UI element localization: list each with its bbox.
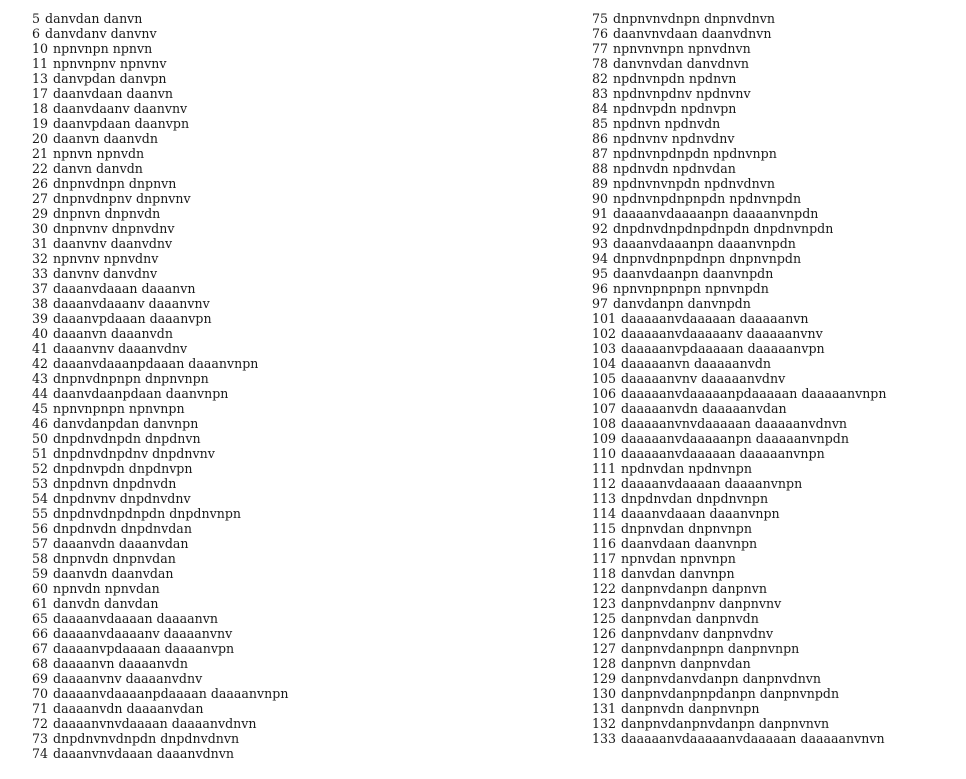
entry-text: npnvn npnvdn bbox=[53, 146, 145, 161]
entry-text: danpnvdanpnv danpnvnv bbox=[621, 596, 782, 611]
entry-text: danvnvdan danvdnvn bbox=[613, 56, 749, 71]
list-item bbox=[592, 176, 886, 191]
list-item bbox=[592, 281, 886, 296]
entry-text: npnvnpnpn npnvnpn bbox=[53, 401, 185, 416]
entry-text: danpnvdanvdanpn danpnvdnvn bbox=[621, 671, 822, 686]
list-item bbox=[32, 131, 288, 146]
entry-number: 56 bbox=[32, 521, 49, 536]
entry-number: 13 bbox=[32, 71, 49, 86]
entry-number: 5 bbox=[32, 11, 41, 26]
list-item bbox=[32, 701, 288, 716]
list-item bbox=[592, 581, 886, 596]
list-item bbox=[592, 266, 886, 281]
right-column bbox=[592, 11, 886, 746]
list-item bbox=[32, 611, 288, 626]
entry-number: 32 bbox=[32, 251, 49, 266]
entry-number: 50 bbox=[32, 431, 49, 446]
list-item bbox=[32, 71, 288, 86]
entry-text: npdnvnpdnpnpdn npdnvnpdn bbox=[613, 191, 802, 206]
list-item bbox=[32, 476, 288, 491]
entry-text: danpnvdanpnpn danpnvnpn bbox=[621, 641, 800, 656]
list-item bbox=[592, 446, 886, 461]
list-item bbox=[592, 386, 886, 401]
entry-text: daaaanvdaaaan daaaanvn bbox=[53, 611, 218, 626]
list-item bbox=[592, 536, 886, 551]
entry-text: danvdanpn danvnpdn bbox=[613, 296, 751, 311]
list-item bbox=[32, 326, 288, 341]
entry-number: 76 bbox=[592, 26, 609, 41]
entry-number: 127 bbox=[592, 641, 617, 656]
entry-number: 106 bbox=[592, 386, 617, 401]
entry-number: 132 bbox=[592, 716, 617, 731]
entry-number: 53 bbox=[32, 476, 49, 491]
entry-number: 122 bbox=[592, 581, 617, 596]
list-item bbox=[592, 686, 886, 701]
entry-text: dnpdnvdn dnpdnvdan bbox=[53, 521, 192, 536]
entry-number: 77 bbox=[592, 41, 609, 56]
entry-number: 89 bbox=[592, 176, 609, 191]
entry-text: npnvdn npnvdan bbox=[53, 581, 160, 596]
entry-number: 33 bbox=[32, 266, 49, 281]
list-item bbox=[592, 311, 886, 326]
entry-number: 94 bbox=[592, 251, 609, 266]
entry-text: danvdan danvnpn bbox=[621, 566, 735, 581]
entry-text: npnvnpnv npnvnv bbox=[53, 56, 167, 71]
list-item bbox=[592, 551, 886, 566]
entry-text: daaanvdn daaanvdan bbox=[53, 536, 189, 551]
entry-text: daanvpdaan daanvpn bbox=[53, 116, 190, 131]
list-item bbox=[592, 641, 886, 656]
entry-text: danvpdan danvpn bbox=[53, 71, 167, 86]
entry-text: dnpdnvdan dnpdnvnpn bbox=[621, 491, 769, 506]
entry-text: danvdan danvn bbox=[45, 11, 143, 26]
entry-number: 38 bbox=[32, 296, 49, 311]
entry-text: dnpnvn dnpnvdn bbox=[53, 206, 161, 221]
entry-number: 128 bbox=[592, 656, 617, 671]
entry-text: npnvnpnpnpn npnvnpdn bbox=[613, 281, 769, 296]
list-item bbox=[32, 41, 288, 56]
entry-text: danvn danvdn bbox=[53, 161, 143, 176]
entry-number: 107 bbox=[592, 401, 617, 416]
entry-text: daaaaanvnvdaaaaan daaaaanvdnvn bbox=[621, 416, 848, 431]
list-item bbox=[32, 566, 288, 581]
entry-number: 116 bbox=[592, 536, 617, 551]
entry-number: 133 bbox=[592, 731, 617, 746]
entry-number: 97 bbox=[592, 296, 609, 311]
list-item bbox=[592, 161, 886, 176]
list-item bbox=[592, 341, 886, 356]
list-item bbox=[592, 296, 886, 311]
entry-number: 58 bbox=[32, 551, 49, 566]
entry-text: daaanvdaaanv daaanvnv bbox=[53, 296, 210, 311]
list-item bbox=[592, 701, 886, 716]
entry-text: danpnvdn danpnvnpn bbox=[621, 701, 760, 716]
entry-number: 20 bbox=[32, 131, 49, 146]
entry-number: 112 bbox=[592, 476, 617, 491]
entry-number: 129 bbox=[592, 671, 617, 686]
list-item bbox=[32, 281, 288, 296]
entry-text: daanvdaanv daanvnv bbox=[53, 101, 188, 116]
list-item bbox=[592, 41, 886, 56]
list-item bbox=[32, 686, 288, 701]
entry-text: npnvnpn npnvn bbox=[53, 41, 153, 56]
entry-text: npnvnv npnvdnv bbox=[53, 251, 159, 266]
entry-text: npdnvnvnpdn npdnvdnvn bbox=[613, 176, 775, 191]
entry-number: 54 bbox=[32, 491, 49, 506]
entry-number: 83 bbox=[592, 86, 609, 101]
entry-number: 69 bbox=[32, 671, 49, 686]
entry-text: daanvn daanvdn bbox=[53, 131, 158, 146]
entry-number: 27 bbox=[32, 191, 49, 206]
entry-text: dnpnvdnpnv dnpnvnv bbox=[53, 191, 191, 206]
entry-number: 102 bbox=[592, 326, 617, 341]
list-item bbox=[32, 596, 288, 611]
entry-number: 40 bbox=[32, 326, 49, 341]
entry-number: 93 bbox=[592, 236, 609, 251]
entry-text: daaanvdaaan daaanvn bbox=[53, 281, 196, 296]
entry-text: daaanvdaaanpn daaanvnpdn bbox=[613, 236, 796, 251]
entry-number: 74 bbox=[32, 746, 49, 761]
entry-number: 131 bbox=[592, 701, 617, 716]
list-item bbox=[592, 611, 886, 626]
list-item bbox=[592, 236, 886, 251]
entry-text: daanvnv daanvdnv bbox=[53, 236, 173, 251]
entry-number: 95 bbox=[592, 266, 609, 281]
list-item bbox=[592, 116, 886, 131]
list-item bbox=[32, 101, 288, 116]
entry-number: 86 bbox=[592, 131, 609, 146]
entry-number: 126 bbox=[592, 626, 617, 641]
list-item bbox=[592, 716, 886, 731]
entry-text: daanvdn daanvdan bbox=[53, 566, 174, 581]
entry-number: 67 bbox=[32, 641, 49, 656]
entry-text: daaaaanvn daaaaanvdn bbox=[621, 356, 771, 371]
entry-number: 22 bbox=[32, 161, 49, 176]
entry-text: dnpdnvdnpdn dnpdnvn bbox=[53, 431, 201, 446]
entry-text: npdnvpdn npdnvpn bbox=[613, 101, 737, 116]
entry-text: daaanvn daaanvdn bbox=[53, 326, 173, 341]
list-item bbox=[32, 716, 288, 731]
entry-number: 30 bbox=[32, 221, 49, 236]
entry-text: danvdn danvdan bbox=[53, 596, 159, 611]
entry-text: daanvdaanpdaan daanvnpn bbox=[53, 386, 229, 401]
entry-number: 85 bbox=[592, 116, 609, 131]
entry-number: 71 bbox=[32, 701, 49, 716]
list-item bbox=[592, 731, 886, 746]
entry-text: daaaanvnv daaaanvdnv bbox=[53, 671, 203, 686]
entry-text: daaaanvdaaaanv daaaanvnv bbox=[53, 626, 233, 641]
list-item bbox=[32, 146, 288, 161]
entry-text: danvdanpdan danvnpn bbox=[53, 416, 199, 431]
list-item bbox=[32, 521, 288, 536]
entry-text: dnpnvnv dnpnvdnv bbox=[53, 221, 175, 236]
list-item bbox=[32, 551, 288, 566]
entry-number: 66 bbox=[32, 626, 49, 641]
list-item bbox=[592, 431, 886, 446]
entry-number: 118 bbox=[592, 566, 617, 581]
list-item bbox=[32, 626, 288, 641]
entry-text: daaanvpdaaan daaanvpn bbox=[53, 311, 212, 326]
entry-number: 61 bbox=[32, 596, 49, 611]
list-item bbox=[32, 491, 288, 506]
entry-text: daaaaanvdaaaaan daaaaanvnpn bbox=[621, 446, 825, 461]
entry-number: 60 bbox=[32, 581, 49, 596]
list-item bbox=[32, 26, 288, 41]
list-item bbox=[592, 191, 886, 206]
entry-text: dnpdnvdnpdnpdnpdn dnpdnvnpdn bbox=[613, 221, 834, 236]
entry-number: 10 bbox=[32, 41, 49, 56]
list-item bbox=[32, 416, 288, 431]
entry-text: danpnvdan danpnvdn bbox=[621, 611, 759, 626]
entry-number: 91 bbox=[592, 206, 609, 221]
entry-number: 88 bbox=[592, 161, 609, 176]
entry-number: 21 bbox=[32, 146, 49, 161]
list-item bbox=[32, 176, 288, 191]
entry-number: 57 bbox=[32, 536, 49, 551]
list-item bbox=[32, 446, 288, 461]
entry-number: 70 bbox=[32, 686, 49, 701]
entry-text: daanvdaan daanvn bbox=[53, 86, 173, 101]
entry-text: daanvdaan daanvnpn bbox=[621, 536, 758, 551]
entry-number: 73 bbox=[32, 731, 49, 746]
list-item bbox=[592, 221, 886, 236]
list-item bbox=[32, 356, 288, 371]
entry-number: 18 bbox=[32, 101, 49, 116]
list-item bbox=[592, 356, 886, 371]
entry-text: dnpdnvnv dnpdnvdnv bbox=[53, 491, 191, 506]
list-item bbox=[592, 506, 886, 521]
entry-number: 84 bbox=[592, 101, 609, 116]
list-item bbox=[592, 131, 886, 146]
entry-text: daaaanvdn daaaanvdan bbox=[53, 701, 204, 716]
left-column bbox=[32, 11, 288, 761]
entry-text: dnpnvdn dnpnvdan bbox=[53, 551, 176, 566]
entry-text: daaaaanvdn daaaaanvdan bbox=[621, 401, 787, 416]
entry-number: 101 bbox=[592, 311, 617, 326]
entry-text: daanvdaanpn daanvnpdn bbox=[613, 266, 774, 281]
entry-text: npdnvnpdn npdnvn bbox=[613, 71, 737, 86]
list-item bbox=[592, 71, 886, 86]
list-item bbox=[32, 311, 288, 326]
entry-number: 104 bbox=[592, 356, 617, 371]
entry-number: 55 bbox=[32, 506, 49, 521]
list-item bbox=[32, 221, 288, 236]
list-item bbox=[592, 416, 886, 431]
entry-text: dnpnvdnpnpdnpn dnpnvnpdn bbox=[613, 251, 802, 266]
entry-text: danvdanv danvnv bbox=[45, 26, 157, 41]
entry-number: 11 bbox=[32, 56, 49, 71]
list-item bbox=[32, 431, 288, 446]
entry-number: 6 bbox=[32, 26, 41, 41]
entry-text: daaaaanvnv daaaaanvdnv bbox=[621, 371, 786, 386]
entry-number: 130 bbox=[592, 686, 617, 701]
list-item bbox=[592, 11, 886, 26]
entry-number: 115 bbox=[592, 521, 617, 536]
list-item bbox=[32, 86, 288, 101]
entry-number: 19 bbox=[32, 116, 49, 131]
list-item bbox=[592, 146, 886, 161]
list-item bbox=[32, 506, 288, 521]
list-item bbox=[32, 161, 288, 176]
entry-number: 17 bbox=[32, 86, 49, 101]
list-item bbox=[32, 746, 288, 761]
entry-number: 45 bbox=[32, 401, 49, 416]
entry-text: daaaanvdaaaanpdaaaan daaaanvnpn bbox=[53, 686, 289, 701]
list-item bbox=[32, 656, 288, 671]
entry-text: npdnvn npdnvdn bbox=[613, 116, 721, 131]
list-item bbox=[592, 566, 886, 581]
list-item bbox=[592, 401, 886, 416]
list-item bbox=[32, 296, 288, 311]
entry-text: dnpdnvdnpdnv dnpdnvnv bbox=[53, 446, 215, 461]
entry-number: 65 bbox=[32, 611, 49, 626]
list-item bbox=[592, 656, 886, 671]
entry-text: daaaaanvdaaaaanvdaaaaan daaaaanvnvn bbox=[621, 731, 885, 746]
entry-text: danvnv danvdnv bbox=[53, 266, 158, 281]
entry-text: danpnvdanv danpnvdnv bbox=[621, 626, 774, 641]
list-item bbox=[32, 386, 288, 401]
list-item bbox=[592, 461, 886, 476]
list-item bbox=[592, 596, 886, 611]
entry-number: 103 bbox=[592, 341, 617, 356]
entry-number: 109 bbox=[592, 431, 617, 446]
list-item bbox=[32, 371, 288, 386]
entry-text: npnvnvnpn npnvdnvn bbox=[613, 41, 751, 56]
entry-text: npnvdan npnvnpn bbox=[621, 551, 736, 566]
entry-text: dnpdnvn dnpdnvdn bbox=[53, 476, 177, 491]
entry-number: 110 bbox=[592, 446, 617, 461]
entry-text: daaaaanvdaaaaan daaaaanvn bbox=[621, 311, 809, 326]
entry-text: dnpdnvpdn dnpdnvpn bbox=[53, 461, 193, 476]
entry-number: 26 bbox=[32, 176, 49, 191]
entry-text: dnpnvdnpn dnpnvn bbox=[53, 176, 177, 191]
list-item bbox=[592, 491, 886, 506]
entry-number: 41 bbox=[32, 341, 49, 356]
list-item bbox=[32, 236, 288, 251]
entry-text: dnpnvnvdnpn dnpnvdnvn bbox=[613, 11, 775, 26]
list-item bbox=[32, 536, 288, 551]
list-item bbox=[592, 476, 886, 491]
entry-text: daaaaanvdaaaaanpn daaaaanvnpdn bbox=[621, 431, 849, 446]
list-item bbox=[592, 26, 886, 41]
entry-text: daaanvnvdaaan daaanvdnvn bbox=[53, 746, 234, 761]
entry-text: npdnvnpdnpdn npdnvnpn bbox=[613, 146, 777, 161]
entry-number: 75 bbox=[592, 11, 609, 26]
entry-number: 105 bbox=[592, 371, 617, 386]
entry-text: daaaaanvdaaaaanv daaaaanvnv bbox=[621, 326, 823, 341]
list-item bbox=[592, 206, 886, 221]
list-item bbox=[32, 671, 288, 686]
entry-number: 37 bbox=[32, 281, 49, 296]
entry-number: 123 bbox=[592, 596, 617, 611]
entry-text: daaaaanvdaaaaanpdaaaaan daaaaanvnpn bbox=[621, 386, 887, 401]
list-item bbox=[592, 326, 886, 341]
entry-text: daaanvdaaanpdaaan daaanvnpn bbox=[53, 356, 259, 371]
list-item bbox=[592, 626, 886, 641]
entry-number: 44 bbox=[32, 386, 49, 401]
list-item bbox=[32, 581, 288, 596]
entry-number: 90 bbox=[592, 191, 609, 206]
entry-text: danpnvdanpnvdanpn danpnvnvn bbox=[621, 716, 830, 731]
entry-text: danpnvdanpnpdanpn danpnvnpdn bbox=[621, 686, 840, 701]
entry-number: 111 bbox=[592, 461, 617, 476]
list-item bbox=[32, 401, 288, 416]
entry-number: 59 bbox=[32, 566, 49, 581]
list-item bbox=[32, 56, 288, 71]
entry-text: daaaanvdaaaanpn daaaanvnpdn bbox=[613, 206, 819, 221]
list-item bbox=[32, 341, 288, 356]
entry-number: 43 bbox=[32, 371, 49, 386]
entry-text: dnpdnvnvdnpdn dnpdnvdnvn bbox=[53, 731, 240, 746]
list-item bbox=[592, 86, 886, 101]
entry-number: 39 bbox=[32, 311, 49, 326]
entry-text: daaanvnv daaanvdnv bbox=[53, 341, 188, 356]
entry-number: 42 bbox=[32, 356, 49, 371]
list-item bbox=[32, 206, 288, 221]
list-item bbox=[32, 266, 288, 281]
entry-text: dnpdnvdnpdnpdn dnpdnvnpn bbox=[53, 506, 242, 521]
list-item bbox=[592, 56, 886, 71]
list-item bbox=[592, 671, 886, 686]
entry-number: 87 bbox=[592, 146, 609, 161]
entry-text: danpnvn danpnvdan bbox=[621, 656, 751, 671]
entry-number: 117 bbox=[592, 551, 617, 566]
entry-text: daanvnvdaan daanvdnvn bbox=[613, 26, 772, 41]
entry-number: 82 bbox=[592, 71, 609, 86]
entry-text: npdnvnpdnv npdnvnv bbox=[613, 86, 751, 101]
list-item bbox=[592, 251, 886, 266]
list-item bbox=[32, 461, 288, 476]
list-item bbox=[592, 521, 886, 536]
entry-text: npdnvnv npdnvdnv bbox=[613, 131, 735, 146]
list-item bbox=[32, 191, 288, 206]
list-item bbox=[32, 11, 288, 26]
entry-number: 29 bbox=[32, 206, 49, 221]
list-item bbox=[32, 116, 288, 131]
entry-text: daaaaanvpdaaaaan daaaaanvpn bbox=[621, 341, 825, 356]
list-item bbox=[32, 641, 288, 656]
entry-text: npdnvdan npdnvnpn bbox=[621, 461, 752, 476]
list-item bbox=[32, 731, 288, 746]
entry-number: 114 bbox=[592, 506, 617, 521]
entry-text: daaaanvdaaaan daaaanvnpn bbox=[621, 476, 803, 491]
entry-text: daaaanvn daaaanvdn bbox=[53, 656, 188, 671]
entry-number: 96 bbox=[592, 281, 609, 296]
entry-text: daaaanvnvdaaaan daaaanvdnvn bbox=[53, 716, 257, 731]
list-item bbox=[592, 371, 886, 386]
entry-number: 46 bbox=[32, 416, 49, 431]
entry-number: 108 bbox=[592, 416, 617, 431]
entry-number: 52 bbox=[32, 461, 49, 476]
entry-number: 78 bbox=[592, 56, 609, 71]
entry-text: danpnvdanpn danpnvn bbox=[621, 581, 767, 596]
entry-text: dnpnvdnpnpn dnpnvnpn bbox=[53, 371, 209, 386]
entry-number: 72 bbox=[32, 716, 49, 731]
entry-number: 92 bbox=[592, 221, 609, 236]
entry-number: 31 bbox=[32, 236, 49, 251]
entry-number: 125 bbox=[592, 611, 617, 626]
list-item bbox=[32, 251, 288, 266]
entry-number: 51 bbox=[32, 446, 49, 461]
entry-text: daaaanvpdaaaan daaaanvpn bbox=[53, 641, 235, 656]
list-item bbox=[592, 101, 886, 116]
entry-number: 68 bbox=[32, 656, 49, 671]
entry-number: 113 bbox=[592, 491, 617, 506]
entry-text: daaanvdaaan daaanvnpn bbox=[621, 506, 780, 521]
entry-text: npdnvdn npdnvdan bbox=[613, 161, 736, 176]
entry-text: dnpnvdan dnpnvnpn bbox=[621, 521, 752, 536]
